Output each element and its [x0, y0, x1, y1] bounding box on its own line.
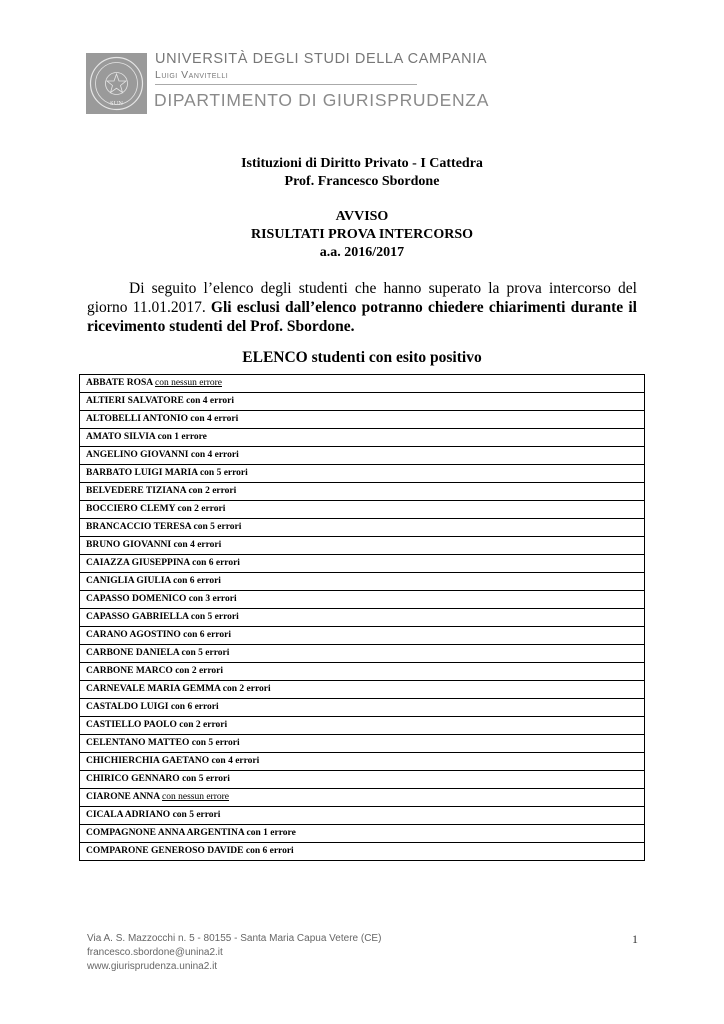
student-name: CIARONE ANNA [86, 792, 160, 802]
table-row [80, 465, 645, 483]
table-row [80, 411, 645, 429]
table-row [80, 843, 645, 861]
table-row [80, 537, 645, 555]
student-errors: con 6 errori [173, 576, 221, 586]
student-name: BELVEDERE TIZIANA [86, 486, 187, 496]
student-cell [80, 825, 645, 843]
table-row [80, 447, 645, 465]
student-cell [80, 447, 645, 465]
student-cell [80, 483, 645, 501]
student-errors: con 6 errori [183, 630, 231, 640]
student-errors: con 5 errori [193, 522, 242, 532]
student-errors: con nessun errore [154, 378, 222, 388]
student-name: BOCCIERO CLEMY [86, 504, 176, 514]
student-errors: con 4 errori [186, 396, 234, 406]
student-cell [80, 537, 645, 555]
students-table [79, 374, 645, 861]
page-number: 1 [632, 932, 638, 946]
student-cell [80, 843, 645, 861]
student-errors: con 6 errori [170, 702, 219, 712]
student-name: COMPAGNONE ANNA ARGENTINA [86, 828, 245, 838]
student-name: ABBATE ROSA [86, 378, 153, 388]
table-row [80, 825, 645, 843]
student-name: BARBATO LUIGI MARIA [86, 468, 198, 478]
student-name: CAPASSO DOMENICO [86, 594, 187, 604]
student-errors: con 5 errori [181, 648, 230, 658]
student-name: CARANO AGOSTINO [86, 630, 181, 640]
student-errors: con 5 errori [199, 468, 248, 478]
table-row [80, 501, 645, 519]
student-cell [80, 753, 645, 771]
student-cell [80, 807, 645, 825]
student-name: CAIAZZA GIUSEPPINA [86, 558, 190, 568]
table-row [80, 663, 645, 681]
table-row [80, 483, 645, 501]
student-cell [80, 501, 645, 519]
intro-text: Di seguito l’elenco degli studenti che hanno superato la prova intercorso del giorno 11.01.2017. [87, 280, 637, 316]
student-errors: con 6 errori [192, 558, 240, 568]
footer-address: Via A. S. Mazzocchi n. 5 - 80155 - Santa Maria Capua Vetere (CE) [87, 933, 382, 944]
table-row [80, 735, 645, 753]
student-name: CASTALDO LUIGI [86, 702, 169, 712]
footer-website: www.giurisprudenza.unina2.it [87, 961, 218, 972]
student-cell [80, 465, 645, 483]
university-subname: Luigi Vanvitelli [155, 69, 229, 81]
table-row [80, 375, 645, 393]
logo-text: SUN [109, 100, 124, 107]
student-errors: con 4 errori [211, 756, 260, 766]
student-errors: con 4 errori [173, 540, 222, 550]
table-row [80, 591, 645, 609]
student-cell [80, 411, 645, 429]
student-cell [80, 609, 645, 627]
table-row [80, 609, 645, 627]
student-cell [80, 699, 645, 717]
student-name: CARNEVALE MARIA GEMMA [86, 684, 221, 694]
table-row [80, 573, 645, 591]
table-row [80, 645, 645, 663]
student-name: CHIRICO GENNARO [86, 774, 180, 784]
student-name: ALTIERI SALVATORE [86, 396, 184, 406]
student-errors: con 2 errori [175, 666, 224, 676]
student-errors: con 5 errori [172, 810, 221, 820]
table-row [80, 681, 645, 699]
student-name: CELENTANO MATTEO [86, 738, 190, 748]
table-row [80, 753, 645, 771]
student-cell [80, 717, 645, 735]
student-errors: con 5 errori [182, 774, 230, 784]
student-errors: con 2 errori [222, 684, 271, 694]
student-name: ANGELINO GIOVANNI [86, 450, 189, 460]
student-cell [80, 519, 645, 537]
table-row [80, 771, 645, 789]
student-errors: con 4 errori [190, 450, 239, 460]
department-name: DIPARTIMENTO DI GIURISPRUDENZA [154, 90, 490, 110]
student-errors: con 6 errori [245, 846, 294, 856]
student-cell [80, 627, 645, 645]
student-name: CASTIELLO PAOLO [86, 720, 177, 730]
table-row [80, 717, 645, 735]
student-name: BRANCACCIO TERESA [86, 522, 192, 532]
student-name: CAPASSO GABRIELLA [86, 612, 189, 622]
student-cell [80, 573, 645, 591]
student-cell [80, 393, 645, 411]
student-cell [80, 375, 645, 393]
footer-contact [87, 932, 381, 974]
student-cell [80, 591, 645, 609]
student-errors: con 5 errori [191, 738, 240, 748]
table-row [80, 699, 645, 717]
student-errors: con 4 errori [190, 414, 239, 424]
course-professor: Prof. Francesco Sbordone [284, 174, 440, 189]
list-title: ELENCO studenti con esito positivo [242, 349, 482, 366]
student-cell [80, 771, 645, 789]
student-cell [80, 663, 645, 681]
intro-paragraph [87, 279, 637, 336]
student-errors: con 1 errore [157, 432, 207, 442]
student-cell [80, 789, 645, 807]
university-seal-logo [86, 53, 147, 114]
student-errors: con 2 errori [188, 486, 237, 496]
student-cell [80, 735, 645, 753]
student-name: AMATO SILVIA [86, 432, 156, 442]
table-row [80, 627, 645, 645]
student-errors: con 2 errori [177, 504, 226, 514]
student-cell [80, 645, 645, 663]
student-name: COMPARONE GENEROSO DAVIDE [86, 846, 244, 856]
student-name: CARBONE MARCO [86, 666, 173, 676]
student-errors: con 1 errore [246, 828, 296, 838]
footer-email: francesco.sbordone@unina2.it [87, 947, 223, 958]
table-row [80, 555, 645, 573]
student-errors: con 2 errori [179, 720, 228, 730]
student-cell [80, 429, 645, 447]
course-title: Istituzioni di Diritto Privato - I Cattedra [241, 156, 483, 171]
student-name: CARBONE DANIELA [86, 648, 180, 658]
table-row [80, 807, 645, 825]
student-cell [80, 681, 645, 699]
student-name: BRUNO GIOVANNI [86, 540, 172, 550]
student-name: CANIGLIA GIULIA [86, 576, 171, 586]
notice-label: AVVISO [335, 209, 389, 224]
student-errors: con 3 errori [188, 594, 237, 604]
table-row [80, 429, 645, 447]
university-name: UNIVERSITÀ DEGLI STUDI DELLA CAMPANIA [155, 51, 488, 67]
student-name: ALTOBELLI ANTONIO [86, 414, 188, 424]
notice-year: a.a. 2016/2017 [319, 245, 405, 260]
intro-bold-text: Gli esclusi dall’elenco potranno chiedere chiarimenti durante il ricevimento studenti del Prof. Sbordone. [87, 299, 637, 335]
table-row [80, 519, 645, 537]
notice-subject: RISULTATI PROVA INTERCORSO [251, 227, 473, 242]
student-name: CICALA ADRIANO [86, 810, 171, 820]
table-row [80, 393, 645, 411]
student-name: CHICHIERCHIA GAETANO [86, 756, 210, 766]
table-row [80, 789, 645, 807]
student-errors: con 5 errori [190, 612, 239, 622]
header-divider [155, 84, 417, 85]
student-cell [80, 555, 645, 573]
student-errors: con nessun errore [162, 792, 230, 802]
